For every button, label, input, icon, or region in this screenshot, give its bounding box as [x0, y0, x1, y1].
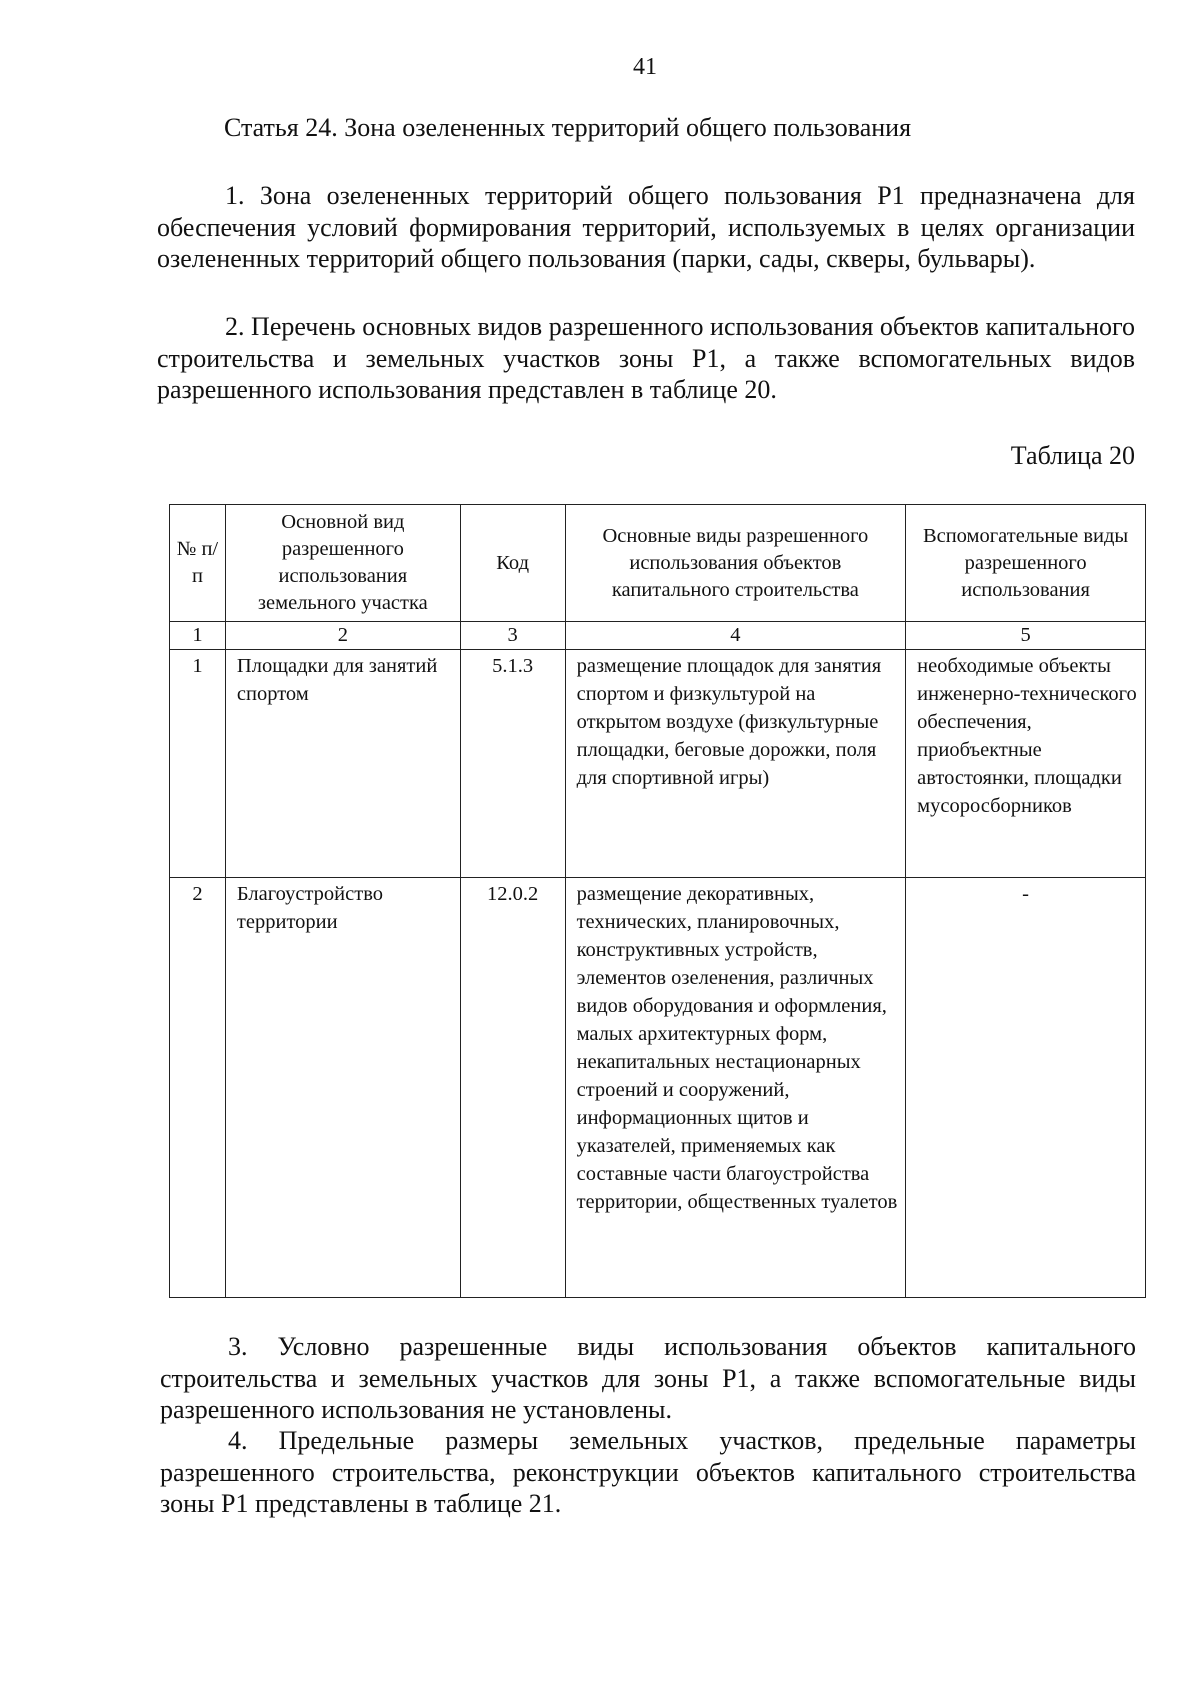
- column-number-row: [170, 622, 1146, 650]
- paragraph-2: 2. Перечень основных видов разрешенного использования объектов капитального строительства и земельных участков зоны Р1, а также вспомогательных видов разрешенного использования представлен в таблице 20.: [157, 312, 1135, 404]
- header-code: Код: [460, 505, 565, 622]
- page-number: 41: [633, 54, 657, 80]
- row-number: 1: [170, 650, 226, 878]
- row-number: 2: [170, 878, 226, 1298]
- header-number: № п/п: [170, 505, 226, 622]
- row-main-kind: Площадки для занятий спортом: [225, 650, 460, 878]
- row-main-uses: размещение декоративных, технических, планировочных, конструктивных устройств, элементов озеленения, различных видов оборудования и оформления, малых архитектурных форм, некапитальных нестационарных строений и сооружений, информационных щитов и указателей, применяемых как составные части благоустройства территории, общественных туалетов: [565, 878, 906, 1298]
- row-main-kind: Благоустройство территории: [225, 878, 460, 1298]
- permitted-use-table: [169, 504, 1146, 1298]
- column-number: 4: [565, 622, 906, 650]
- article-title: Статья 24. Зона озелененных территорий общего пользования: [224, 113, 912, 142]
- row-main-uses: размещение площадок для занятия спортом и физкультурой на открытом воздухе (физкультурные площадки, беговые дорожки, поля для спортивной игры): [565, 650, 906, 878]
- paragraph-4: 4. Предельные размеры земельных участков, предельные параметры разрешенного строительства, реконструкции объектов капитального строительства зоны Р1 представлены в таблице 21.: [160, 1426, 1136, 1518]
- row-auxiliary-uses: -: [906, 878, 1146, 1298]
- column-number: 2: [225, 622, 460, 650]
- column-number: 1: [170, 622, 226, 650]
- column-number: 3: [460, 622, 565, 650]
- paragraph-1: 1. Зона озелененных территорий общего пользования Р1 предназначена для обеспечения условий формирования территорий, используемых в целях организации озелененных территорий общего пользования (парки, сады, скверы, бульвары).: [157, 181, 1135, 273]
- table-header-row: [170, 505, 1146, 622]
- header-auxiliary-uses: Вспомогательные виды разрешенного использования: [906, 505, 1146, 622]
- row-auxiliary-uses: необходимые объекты инженерно-технического обеспечения, приобъектные автостоянки, площадки мусоросборников: [906, 650, 1146, 878]
- header-main-uses: Основные виды разрешенного использования объектов капитального строительства: [565, 505, 906, 622]
- table-caption: Таблица 20: [1010, 441, 1135, 470]
- row-code: 5.1.3: [460, 650, 565, 878]
- column-number: 5: [906, 622, 1146, 650]
- table-row: [170, 878, 1146, 1298]
- header-main-kind: Основной вид разрешенного использования земельного участка: [225, 505, 460, 622]
- table-row: [170, 650, 1146, 878]
- row-code: 12.0.2: [460, 878, 565, 1298]
- paragraph-3: 3. Условно разрешенные виды использования объектов капитального строительства и земельных участков для зоны Р1, а также вспомогательные виды разрешенного использования не установлены.: [160, 1332, 1136, 1424]
